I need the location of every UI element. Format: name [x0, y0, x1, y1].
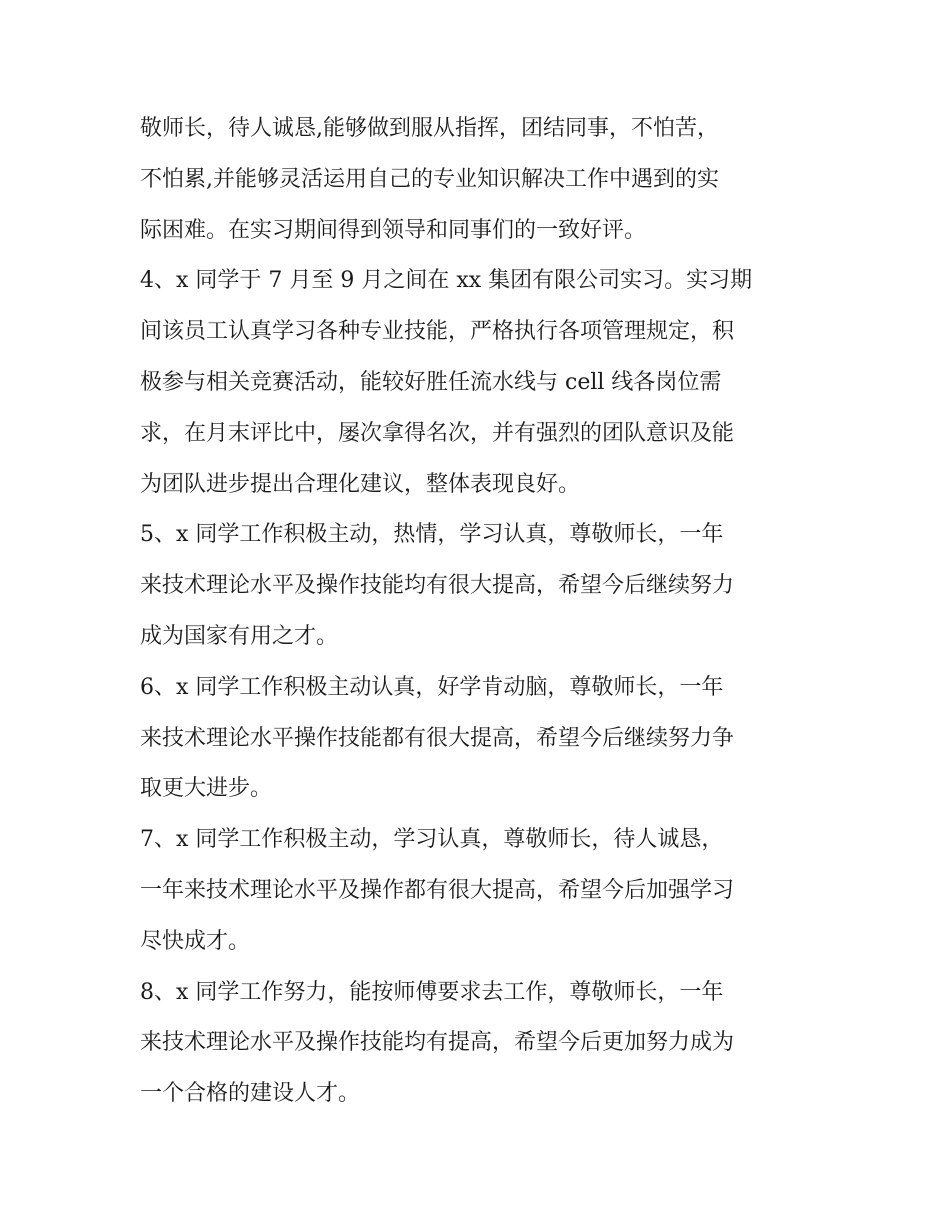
text-line: 间该员工认真学习各种专业技能，严格执行各项管理规定，积 [140, 319, 735, 345]
text-line: 一年来技术理论水平及操作都有很大提高，希望今后加强学习 [140, 877, 735, 903]
document-body [140, 104, 830, 1120]
text-line: 取更大进步。 [140, 776, 273, 802]
text-line: 为团队进步提出合理化建议，整体表现良好。 [140, 471, 581, 497]
text-line: 来技术理论水平及操作技能均有很大提高，希望今后继续努力 [140, 573, 735, 599]
text-line: 一个合格的建设人才。 [140, 1081, 361, 1107]
text-line: 来技术理论水平及操作技能均有提高，希望今后更加努力成为 [140, 1030, 735, 1056]
text-line: 成为国家有用之才。 [140, 623, 339, 649]
text-line: 5、x 同学工作积极主动，热情，学习认真，尊敬师长，一年 [140, 522, 724, 548]
text-line: 7、x 同学工作积极主动，学习认真，尊敬师长，待人诚恳， [140, 827, 724, 853]
text-line: 不怕累,并能够灵活运用自己的专业知识解决工作中遇到的实 [140, 166, 719, 192]
text-line: 尽快成才。 [140, 928, 251, 954]
text-line: 8、x 同学工作努力，能按师傅要求去工作，尊敬师长，一年 [140, 979, 724, 1005]
text-line: 6、x 同学工作积极主动认真，好学肯动脑，尊敬师长，一年 [140, 674, 724, 700]
text-line: 敬师长，待人诚恳,能够做到服从指挥，团结同事，不怕苦， [140, 116, 719, 141]
text-line: 极参与相关竞赛活动，能较好胜任流水线与 cell 线各岗位需 [140, 369, 722, 395]
text-line: 际困难。在实习期间得到领导和同事们的一致好评。 [140, 217, 647, 243]
text-line: 4、x 同学于 7 月至 9 月之间在 xx 集团有限公司实习。实习期 [140, 268, 753, 294]
text-line: 来技术理论水平操作技能都有很大提高，希望今后继续努力争 [140, 725, 735, 751]
text-line: 求，在月末评比中，屡次拿得名次，并有强烈的团队意识及能 [140, 420, 735, 446]
